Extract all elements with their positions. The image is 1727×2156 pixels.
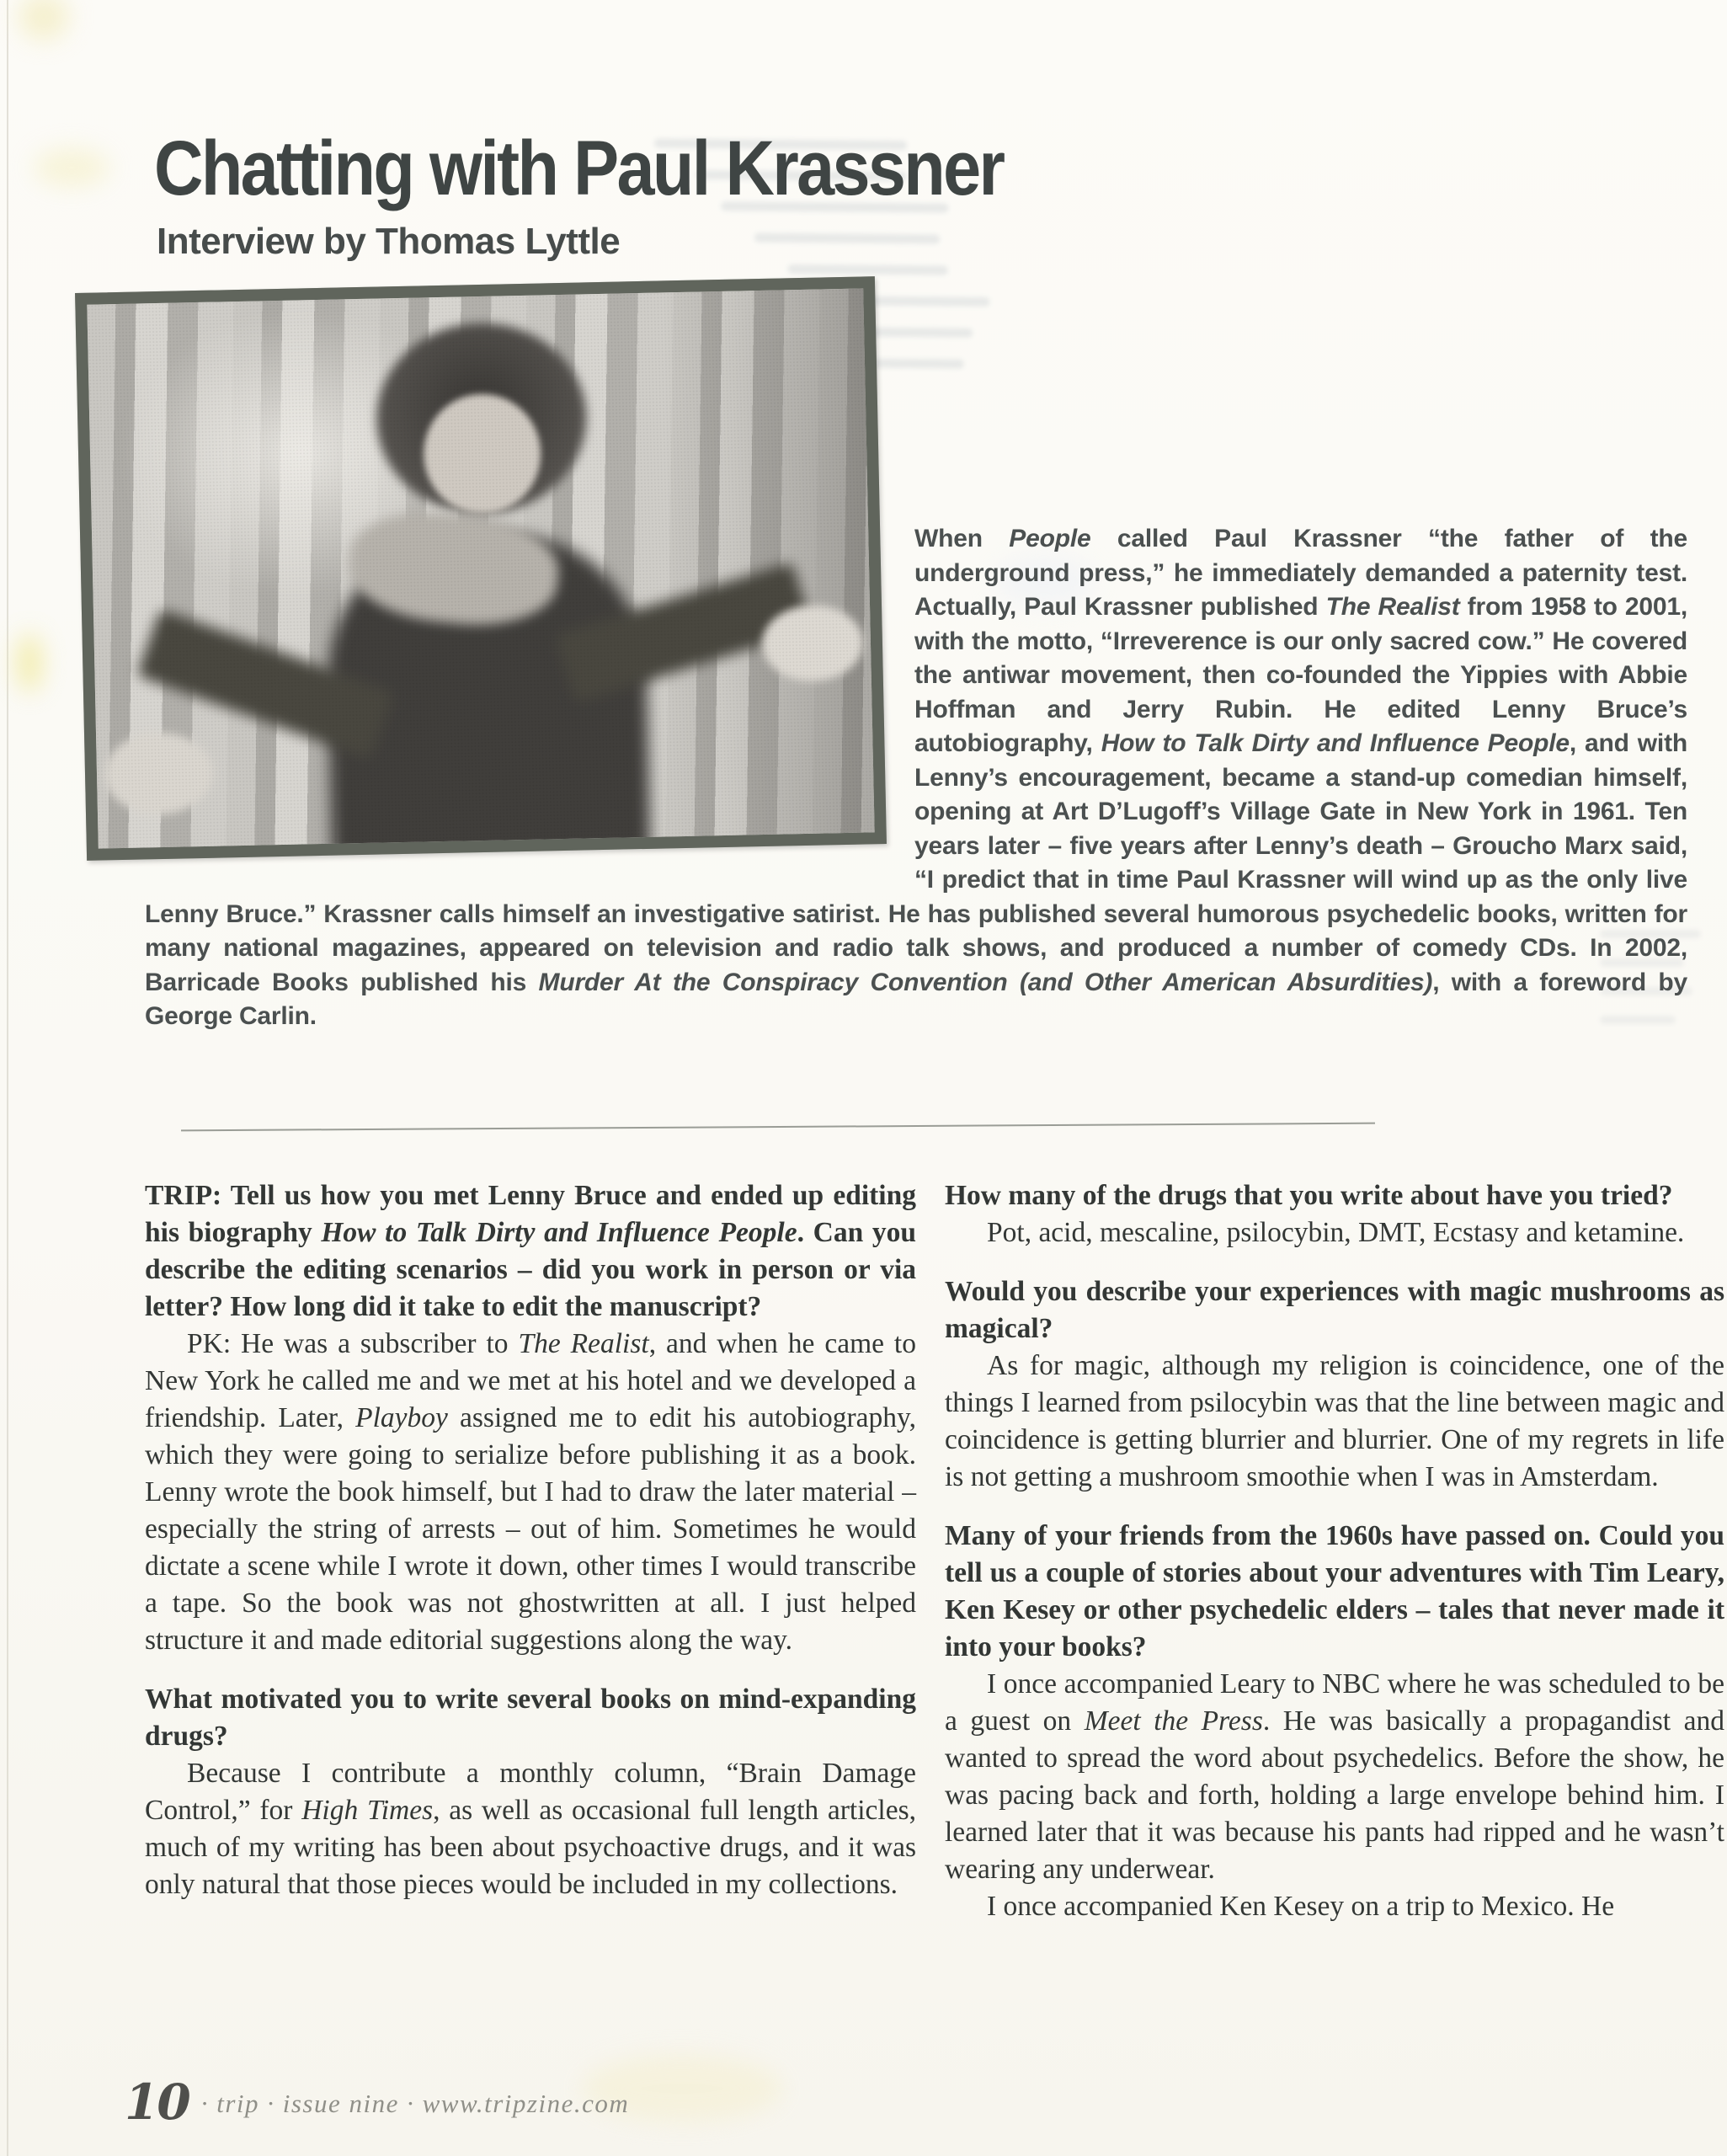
paper-smudge: [19, 0, 69, 40]
qa-answer: PK: He was a subscriber to The Realist, and when he came to New York he called me and we met at his hotel and we developed a friendship. Later, Playboy assigned me to edit his autobiography, which they were going to serialize before publishing it as a book. Lenny wrote the book himself, but I had to draw the later material – especially the string of arrests – out of him. Sometimes he would dictate a scene while I wrote it down, other times I would transcribe a tape. So the book was not ghostwritten at all. I just helped structure it and made editorial suggestions along the way.: [145, 1328, 916, 1656]
qa-answer: As for magic, although my religion is coincidence, one of the things I learned from psilocybin was that the line between magic and coincidence is getting blurrier and blurrier. One of my regrets in life is not getting a mushroom smoothie when I was in Amsterdam.: [945, 1350, 1724, 1492]
qa-answer: I once accompanied Leary to NBC where he was scheduled to be a guest on Meet the Press. He was basically a propagandist and wanted to spread the word about psychedelics. Before the show, he was pacing back and forth, holding a large envelope behind him. I learned later that it was because his pants had ripped and he wasn’t wearing any underwear.: [945, 1668, 1724, 1885]
photo-text-wrap-spacer: [145, 522, 914, 864]
intro-paragraph: [145, 522, 1687, 1034]
page-title: Chatting with Paul Krassner: [154, 125, 1004, 211]
qa-column-right: [945, 1177, 1724, 1925]
section-divider: [181, 1123, 1375, 1132]
page-footer: [125, 2073, 629, 2131]
byline: Interview by Thomas Lyttle: [157, 221, 621, 262]
intro-text: When People called Paul Krassner “the father of the underground press,” he immediately demanded a paternity test. Actually, Paul Krassner published The Realist from 1958 to 2001, with the motto, “Irreverence is our only sacred cow.” He covered the antiwar movement, then co-founded the Yippies with Abbie Hoffman and Jerry Rubin. He edited Lenny Bruce’s autobiography, How to Talk Dirty and Influence People, and with Lenny’s encouragement, became a stand-up comedian himself, opening at Art D’Lugoff’s Village Gate in New York in 1961. Ten years later – five years after Lenny’s death – Groucho Marx said, “I predict that in time Paul Krassner will wind up as the only live Lenny Bruce.” Krassner calls himself an investigative satirist. He has published several humorous psychedelic books, written for many national magazines, appeared on television and radio talk shows, and produced a number of comedy CDs. In 2002, Barricade Books published his Murder At the Conspiracy Convention (and Other American Absurdities), with a foreword by George Carlin.: [145, 525, 1687, 1030]
qa-answer: I once accompanied Ken Kesey on a trip to Mexico. He: [987, 1891, 1615, 1922]
qa-question: Would you describe your experiences with magic mushrooms as magical?: [945, 1276, 1724, 1344]
page-number: 10: [125, 2073, 189, 2131]
paper-smudge: [17, 633, 42, 692]
qa-answer: Because I contribute a monthly column, “Brain Damage Control,” for High Times, as well as occasional full length articles, much of my writing has been about psychoactive drugs, and it was only natural that those pieces would be included in my collections.: [145, 1758, 917, 1900]
scan-edge-line: [7, 0, 8, 2156]
qa-column-left: [145, 1177, 916, 1903]
qa-question: Many of your friends from the 1960s have passed on. Could you tell us a couple of stories about your adventures with Tim Leary, Ken Kesey or other psychedelic elders – tales that never made it into your books?: [945, 1520, 1724, 1662]
qa-question: How many of the drugs that you write about have you tried?: [945, 1180, 1673, 1211]
qa-answer: Pot, acid, mescaline, psilocybin, DMT, Ecstasy and ketamine.: [987, 1217, 1685, 1248]
footer-tagline: · trip · issue nine · www.tripzine.com: [200, 2089, 630, 2118]
paper-smudge: [34, 148, 109, 187]
qa-question: TRIP: Tell us how you met Lenny Bruce and ended up editing his biography How to Talk Dirty and Influence People. Can you describe the editing scenarios – did you work in person or via letter? How long did it take to edit the manuscript?: [145, 1180, 916, 1322]
qa-question: What motivated you to write several books on mind-expanding drugs?: [145, 1684, 916, 1752]
